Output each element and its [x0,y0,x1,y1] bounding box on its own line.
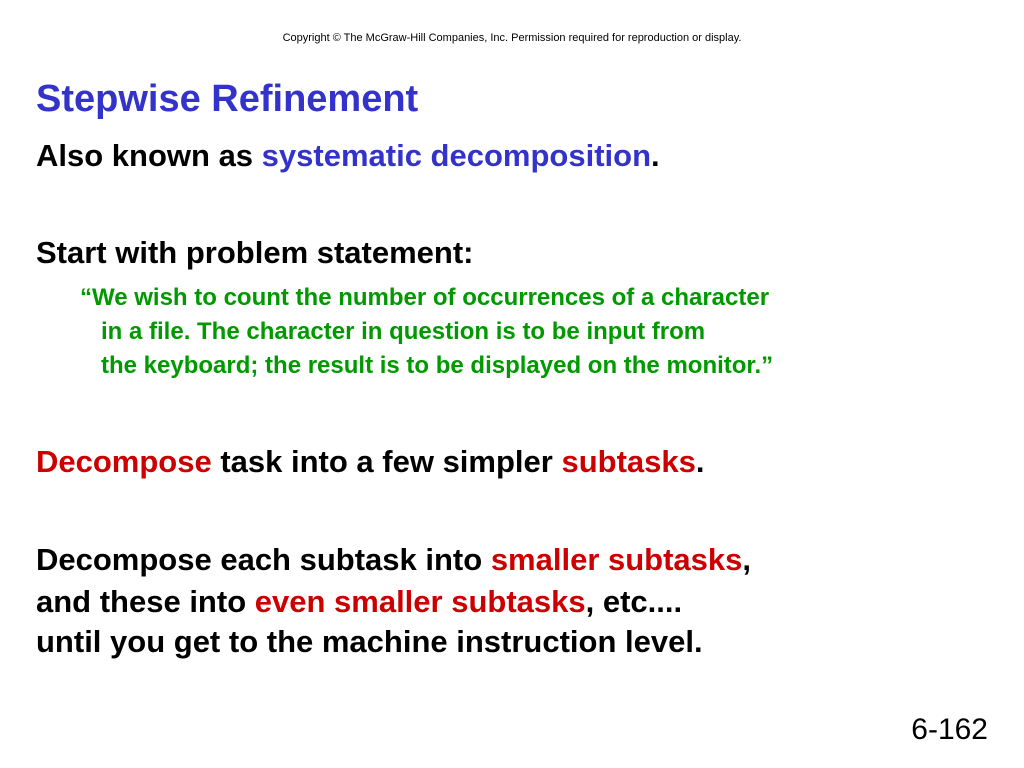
bullet-problem-statement: Start with problem statement: [36,235,474,270]
bullet-decompose-each-line-2 [36,584,682,620]
bullet-decompose-task [36,444,704,480]
quote-line-1: “We wish to count the number of occurrences of a character [80,284,770,311]
and-these-prefix: and these into [36,584,255,619]
decompose-each-suffix: , [742,542,752,577]
copyright-notice: Copyright © The McGraw-Hill Companies, Inc. Permission required for reproduction or display. [282,32,742,44]
slide-title: Stepwise Refinement [36,78,419,120]
quote-line-2: in a file. The character in question is to be input from [101,318,706,345]
also-known-as-suffix: . [651,138,660,173]
decompose-term: Decompose [36,444,212,479]
bullet-also-known-as [36,138,660,174]
also-known-as-prefix: Also known as [36,138,262,173]
quote-line-3: the keyboard; the result is to be displayed on the monitor.” [101,352,774,379]
and-these-suffix: , etc.... [585,584,683,619]
subtasks-term: subtasks [561,444,696,479]
bullet-decompose-each-line-1 [36,542,751,578]
slide-number: 6-162 [911,713,988,746]
decompose-task-suffix: . [695,444,705,479]
decompose-each-prefix: Decompose each subtask into [36,542,491,577]
systematic-decomposition-term: systematic decomposition [261,138,652,173]
smaller-subtasks-term: smaller subtasks [490,542,743,577]
bullet-decompose-each-line-3: until you get to the machine instruction level. [36,624,703,659]
decompose-task-middle: task into a few simpler [211,444,562,479]
even-smaller-subtasks-term: even smaller subtasks [254,584,586,619]
